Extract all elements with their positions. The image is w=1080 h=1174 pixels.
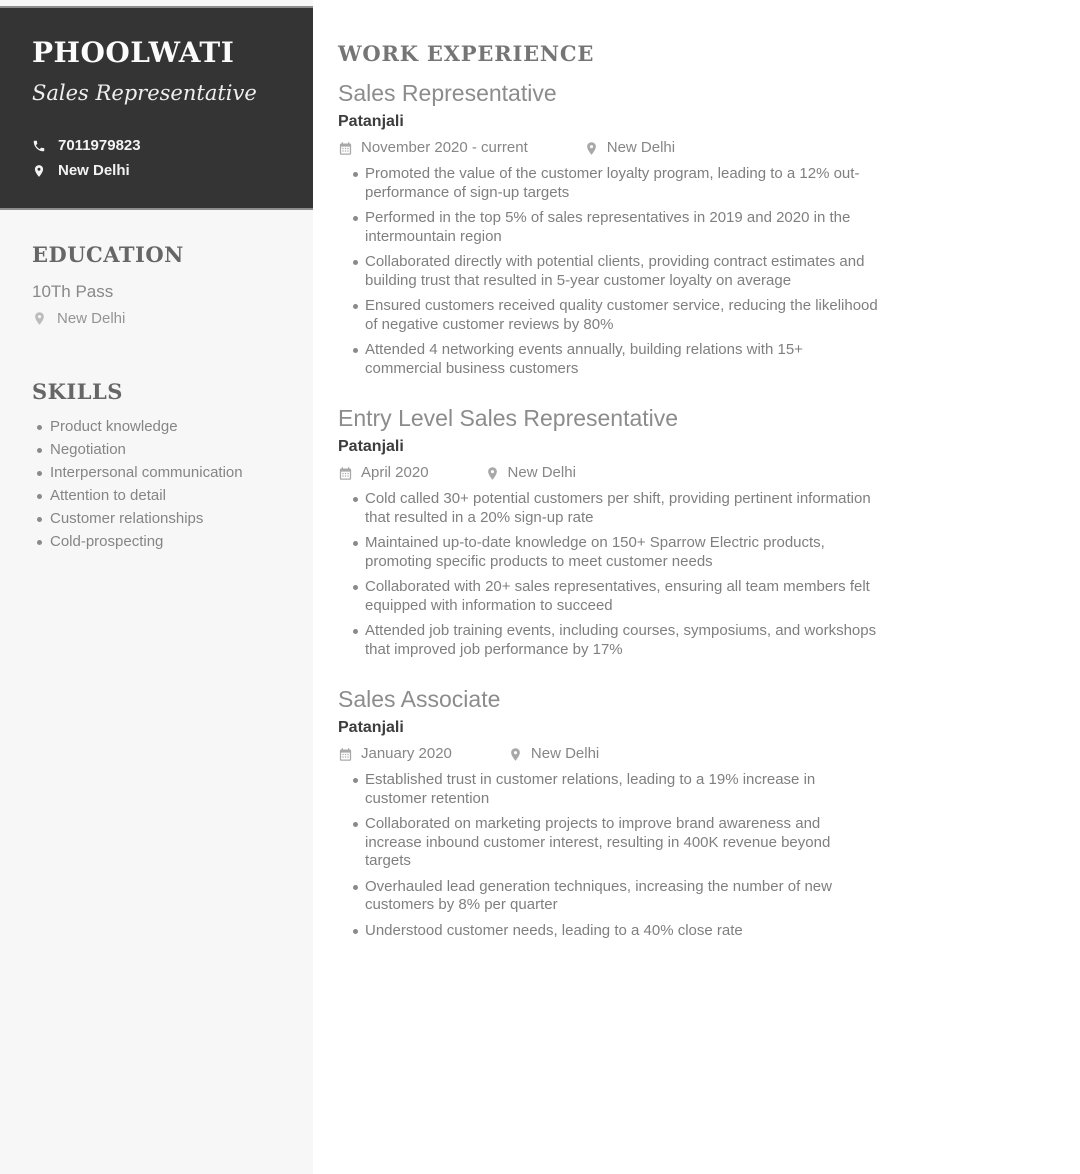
job-title: Sales Representative xyxy=(338,80,557,106)
pin-icon xyxy=(32,311,47,326)
job-dates-item xyxy=(338,745,452,763)
job-title: Sales Associate xyxy=(338,686,501,712)
phone-icon xyxy=(32,139,46,153)
job-location: New Delhi xyxy=(507,464,576,481)
calendar-icon xyxy=(338,747,353,762)
job-bullet: Overhauled lead generation techniques, increasing the number of new customers by 8% per quarter xyxy=(365,878,878,915)
skill-item: Cold-prospecting xyxy=(50,534,281,550)
job-company: Patanjali xyxy=(338,438,404,455)
job-bullet: Attended 4 networking events annually, building relations with 15+ commercial business customers xyxy=(365,341,878,378)
pin-icon xyxy=(508,747,523,762)
education-section xyxy=(0,242,313,327)
job-meta-row xyxy=(338,745,878,763)
resume-main xyxy=(313,0,1080,1174)
job-bullet: Cold called 30+ potential customers per shift, providing pertinent information that resulted in a 20% sign-up rate xyxy=(365,490,878,527)
job-meta-row xyxy=(338,464,878,482)
job-bullet: Established trust in customer relations, leading to a 19% increase in customer retention xyxy=(365,771,878,808)
person-job-title: Sales Representative xyxy=(32,81,257,105)
job-bullet: Collaborated with 20+ sales representatives, ensuring all team members felt equipped with information to succeed xyxy=(365,578,878,615)
pin-icon xyxy=(584,141,599,156)
pin-icon xyxy=(485,466,500,481)
pin-icon xyxy=(32,164,46,178)
skill-item: Attention to detail xyxy=(50,488,281,504)
sidebar-header-card xyxy=(0,6,313,210)
job-bullet: Collaborated directly with potential clients, providing contract estimates and building trust that resulted in 5-year customer loyalty on average xyxy=(365,253,878,290)
job-bullet: Maintained up-to-date knowledge on 150+ Sparrow Electric products, promoting specific products to meet customer needs xyxy=(365,534,878,571)
job-bullet-list xyxy=(338,165,878,378)
job-bullet-list xyxy=(338,771,878,940)
work-experience-heading: WORK EXPERIENCE xyxy=(338,41,595,66)
education-location-row xyxy=(32,310,281,327)
skill-item: Negotiation xyxy=(50,442,281,458)
job-bullet: Attended job training events, including courses, symposiums, and workshops that improved job performance by 17% xyxy=(365,622,877,658)
person-name: PHOOLWATI xyxy=(32,36,235,69)
job-company: Patanjali xyxy=(338,719,404,736)
job-dates-item xyxy=(338,464,429,482)
job-dates: November 2020 - current xyxy=(361,139,528,156)
skill-item: Interpersonal communication xyxy=(50,465,281,481)
calendar-icon xyxy=(338,141,353,156)
job-list xyxy=(338,79,878,940)
resume-sidebar xyxy=(0,0,313,1174)
job-entry xyxy=(338,685,878,940)
job-bullet: Collaborated on marketing projects to improve brand awareness and increase inbound customer interest, resulting in 400K revenue beyond targets xyxy=(365,815,878,871)
job-entry xyxy=(338,404,878,659)
job-bullet: Promoted the value of the customer loyalty program, leading to a 12% out-performance of sign-up targets xyxy=(365,165,878,202)
job-dates: January 2020 xyxy=(361,745,452,762)
education-heading: EDUCATION xyxy=(32,242,184,267)
job-entry xyxy=(338,79,878,378)
skills-list xyxy=(32,419,281,550)
contact-location: New Delhi xyxy=(58,162,130,179)
job-dates: April 2020 xyxy=(361,464,429,481)
job-dates-item xyxy=(338,139,528,157)
contact-phone-row xyxy=(32,134,281,157)
job-location: New Delhi xyxy=(530,745,600,762)
job-location-item xyxy=(485,464,576,482)
job-bullet: Performed in the top 5% of sales representatives in 2019 and 2020 in the intermountain region xyxy=(365,209,878,246)
work-experience-column xyxy=(338,41,878,940)
skills-section xyxy=(0,379,313,550)
contact-location-row xyxy=(32,159,281,182)
job-company: Patanjali xyxy=(338,113,404,130)
job-location-item xyxy=(508,745,599,763)
job-bullet: Understood customer needs, leading to a 40% close rate xyxy=(365,922,878,941)
phone-number: 7011979823 xyxy=(58,137,141,154)
education-location: New Delhi xyxy=(57,310,126,327)
job-title: Entry Level Sales Representative xyxy=(338,405,679,431)
skill-item: Product knowledge xyxy=(50,419,281,435)
skills-heading: SKILLS xyxy=(32,379,123,404)
calendar-icon xyxy=(338,466,353,481)
job-meta-row xyxy=(338,139,878,157)
job-location: New Delhi xyxy=(606,139,676,156)
education-degree: 10Th Pass xyxy=(32,282,114,301)
job-bullet: Ensured customers received quality customer service, reducing the likelihood of negative customer reviews by 80% xyxy=(365,297,878,333)
skill-item: Customer relationships xyxy=(50,511,281,527)
job-bullet-list xyxy=(338,490,878,659)
job-location-item xyxy=(584,139,675,157)
